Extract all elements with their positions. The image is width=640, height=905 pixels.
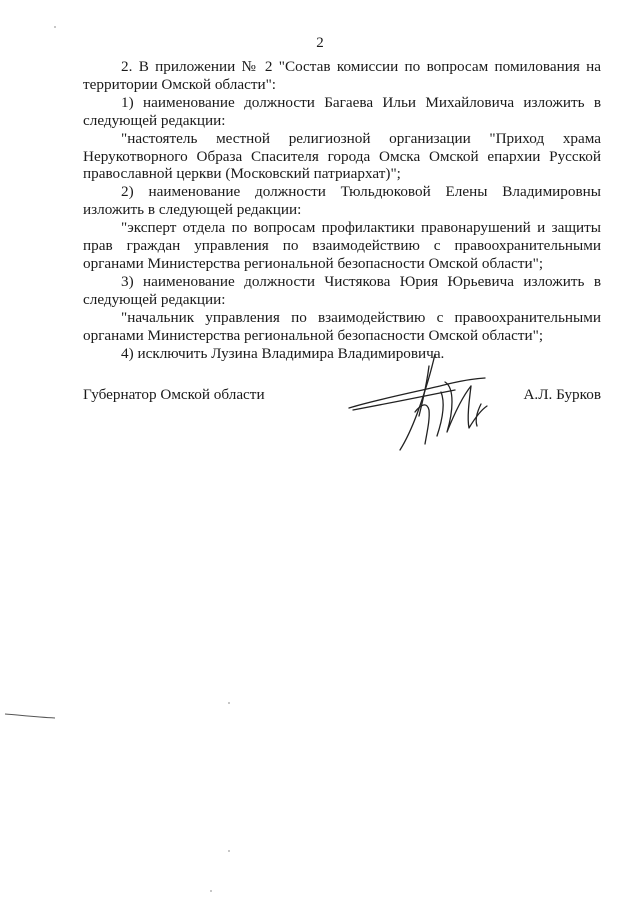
paragraph-subitem-2: 2) наименование должности Тюльдюковой Елены Владимировны изложить в следующей редакции: <box>83 183 601 219</box>
scan-margin-mark <box>4 712 56 720</box>
paragraph-new-wording-3: "начальник управления по взаимодействию с правоохранительными органами Министерства региональной безопасности Омской области"; <box>83 308 601 344</box>
paragraph-subitem-3: 3) наименование должности Чистякова Юрия Юрьевича изложить в следующей редакции: <box>83 272 601 308</box>
paragraph-item-2: 2. В приложении № 2 "Состав комиссии по вопросам помилования на территории Омской области": <box>83 58 601 93</box>
paragraph-subitem-4: 4) исключить Лузина Владимира Владимировича. <box>121 344 445 362</box>
scan-speck <box>228 702 230 704</box>
handwritten-signature <box>345 352 515 452</box>
page-number: 2 <box>316 35 324 51</box>
document-body <box>83 58 601 362</box>
signatory-position: Губернатор Омской области <box>83 386 265 403</box>
paragraph-new-wording-1: "настоятель местной религиозной организации "Приход храма Нерукотворного Образа Спасителя города Омска Омской епархии Русской православной церкви (Московский патриархат)"; <box>83 129 601 183</box>
scan-speck <box>210 890 212 892</box>
scan-speck <box>228 850 230 852</box>
paragraph-subitem-1: 1) наименование должности Багаева Ильи Михайловича изложить в следующей редакции: <box>83 93 601 129</box>
scan-speck <box>54 26 56 28</box>
signatory-name: А.Л. Бурков <box>523 386 601 403</box>
paragraph-new-wording-2: "эксперт отдела по вопросам профилактики правонарушений и защиты прав граждан управления по взаимодействию с правоохранительными органами Министерства региональной безопасности Омской области"; <box>83 219 601 272</box>
